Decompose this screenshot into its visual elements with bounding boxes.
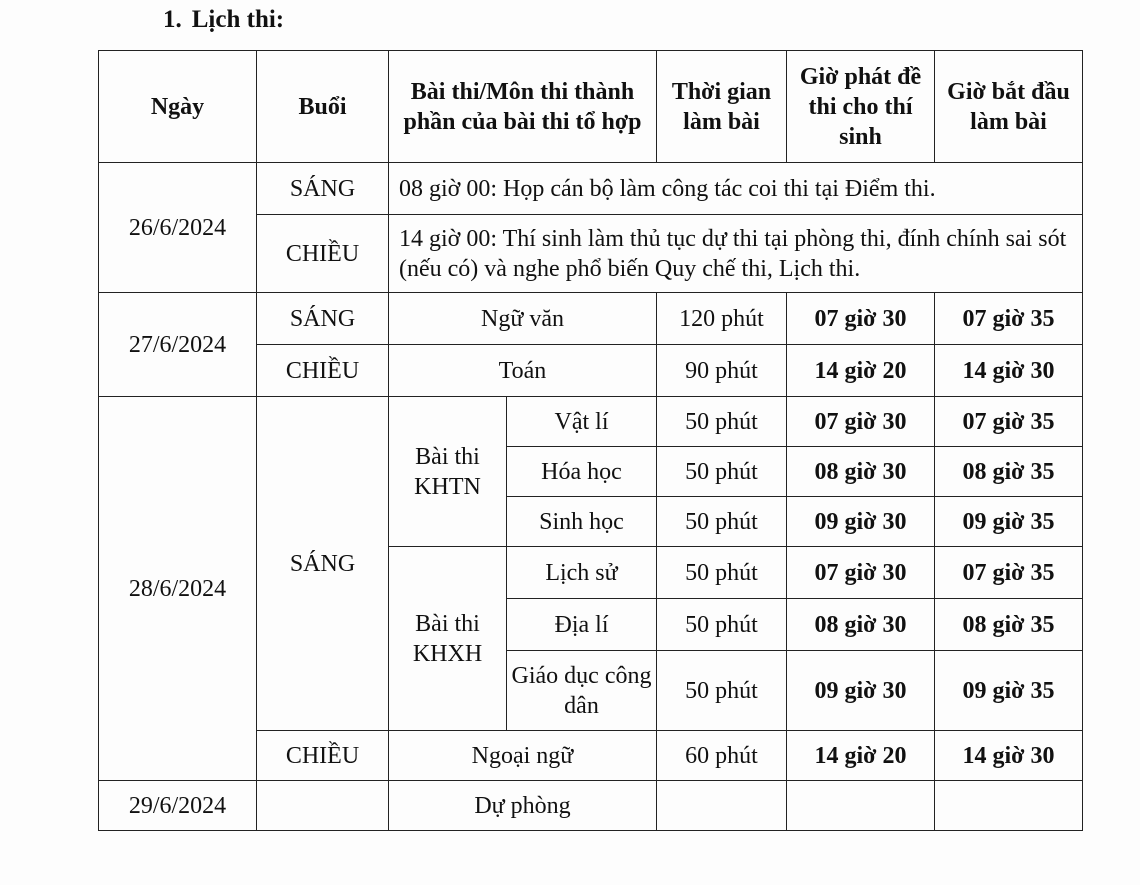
subject-cell: Ngoại ngữ bbox=[389, 731, 657, 781]
start-time-cell: 09 giờ 35 bbox=[935, 651, 1083, 731]
start-time-cell: 07 giờ 35 bbox=[935, 293, 1083, 345]
subject-cell: Hóa học bbox=[507, 447, 657, 497]
issue-time-cell: 09 giờ 30 bbox=[787, 497, 935, 547]
exam-schedule-table bbox=[98, 50, 1083, 831]
issue-time-cell: 07 giờ 30 bbox=[787, 397, 935, 447]
header-date: Ngày bbox=[99, 51, 257, 163]
header-issue-time: Giờ phát đề thi cho thí sinh bbox=[787, 51, 935, 163]
duration-cell: 50 phút bbox=[657, 447, 787, 497]
date-cell: 28/6/2024 bbox=[99, 397, 257, 781]
start-time-cell: 08 giờ 35 bbox=[935, 599, 1083, 651]
issue-time-cell: 14 giờ 20 bbox=[787, 345, 935, 397]
issue-time-cell bbox=[787, 781, 935, 831]
session-cell: SÁNG bbox=[257, 397, 389, 731]
section-title: Lịch thi: bbox=[191, 6, 285, 33]
duration-cell: 120 phút bbox=[657, 293, 787, 345]
issue-time-cell: 07 giờ 30 bbox=[787, 547, 935, 599]
header-row bbox=[99, 51, 1083, 163]
header-start-time: Giờ bắt đầu làm bài bbox=[935, 51, 1083, 163]
session-cell: SÁNG bbox=[257, 293, 389, 345]
subject-cell: Vật lí bbox=[507, 397, 657, 447]
subject-cell: Ngữ văn bbox=[389, 293, 657, 345]
section-heading bbox=[163, 6, 284, 34]
session-cell bbox=[257, 781, 389, 831]
subject-cell: Sinh học bbox=[507, 497, 657, 547]
session-cell: CHIỀU bbox=[257, 345, 389, 397]
group-cell-khxh: Bài thi KHXH bbox=[389, 547, 507, 731]
header-duration: Thời gian làm bài bbox=[657, 51, 787, 163]
table-row bbox=[99, 397, 1083, 447]
issue-time-cell: 08 giờ 30 bbox=[787, 599, 935, 651]
subject-cell: Lịch sử bbox=[507, 547, 657, 599]
table-row bbox=[99, 163, 1083, 215]
duration-cell: 50 phút bbox=[657, 547, 787, 599]
subject-cell: Toán bbox=[389, 345, 657, 397]
start-time-cell: 08 giờ 35 bbox=[935, 447, 1083, 497]
subject-cell: Địa lí bbox=[507, 599, 657, 651]
section-number: 1. bbox=[163, 6, 182, 33]
date-cell: 26/6/2024 bbox=[99, 163, 257, 293]
duration-cell: 50 phút bbox=[657, 651, 787, 731]
duration-cell: 90 phút bbox=[657, 345, 787, 397]
issue-time-cell: 08 giờ 30 bbox=[787, 447, 935, 497]
start-time-cell: 14 giờ 30 bbox=[935, 345, 1083, 397]
session-cell: SÁNG bbox=[257, 163, 389, 215]
duration-cell: 50 phút bbox=[657, 599, 787, 651]
start-time-cell: 14 giờ 30 bbox=[935, 731, 1083, 781]
subject-cell: Giáo dục công dân bbox=[507, 651, 657, 731]
date-cell: 29/6/2024 bbox=[99, 781, 257, 831]
header-session: Buổi bbox=[257, 51, 389, 163]
subject-cell: Dự phòng bbox=[389, 781, 657, 831]
duration-cell: 50 phút bbox=[657, 397, 787, 447]
issue-time-cell: 14 giờ 20 bbox=[787, 731, 935, 781]
date-cell: 27/6/2024 bbox=[99, 293, 257, 397]
start-time-cell: 09 giờ 35 bbox=[935, 497, 1083, 547]
group-cell-khtn: Bài thi KHTN bbox=[389, 397, 507, 547]
issue-time-cell: 07 giờ 30 bbox=[787, 293, 935, 345]
start-time-cell bbox=[935, 781, 1083, 831]
session-cell: CHIỀU bbox=[257, 731, 389, 781]
duration-cell: 50 phút bbox=[657, 497, 787, 547]
header-subject: Bài thi/Môn thi thành phần của bài thi tổ hợp bbox=[389, 51, 657, 163]
session-cell: CHIỀU bbox=[257, 215, 389, 293]
duration-cell bbox=[657, 781, 787, 831]
start-time-cell: 07 giờ 35 bbox=[935, 397, 1083, 447]
table-row bbox=[99, 293, 1083, 345]
start-time-cell: 07 giờ 35 bbox=[935, 547, 1083, 599]
note-cell: 14 giờ 00: Thí sinh làm thủ tục dự thi tại phòng thi, đính chính sai sót (nếu có) và nghe phổ biến Quy chế thi, Lịch thi. bbox=[389, 215, 1083, 293]
issue-time-cell: 09 giờ 30 bbox=[787, 651, 935, 731]
note-cell: 08 giờ 00: Họp cán bộ làm công tác coi thi tại Điểm thi. bbox=[389, 163, 1083, 215]
duration-cell: 60 phút bbox=[657, 731, 787, 781]
table-row bbox=[99, 781, 1083, 831]
